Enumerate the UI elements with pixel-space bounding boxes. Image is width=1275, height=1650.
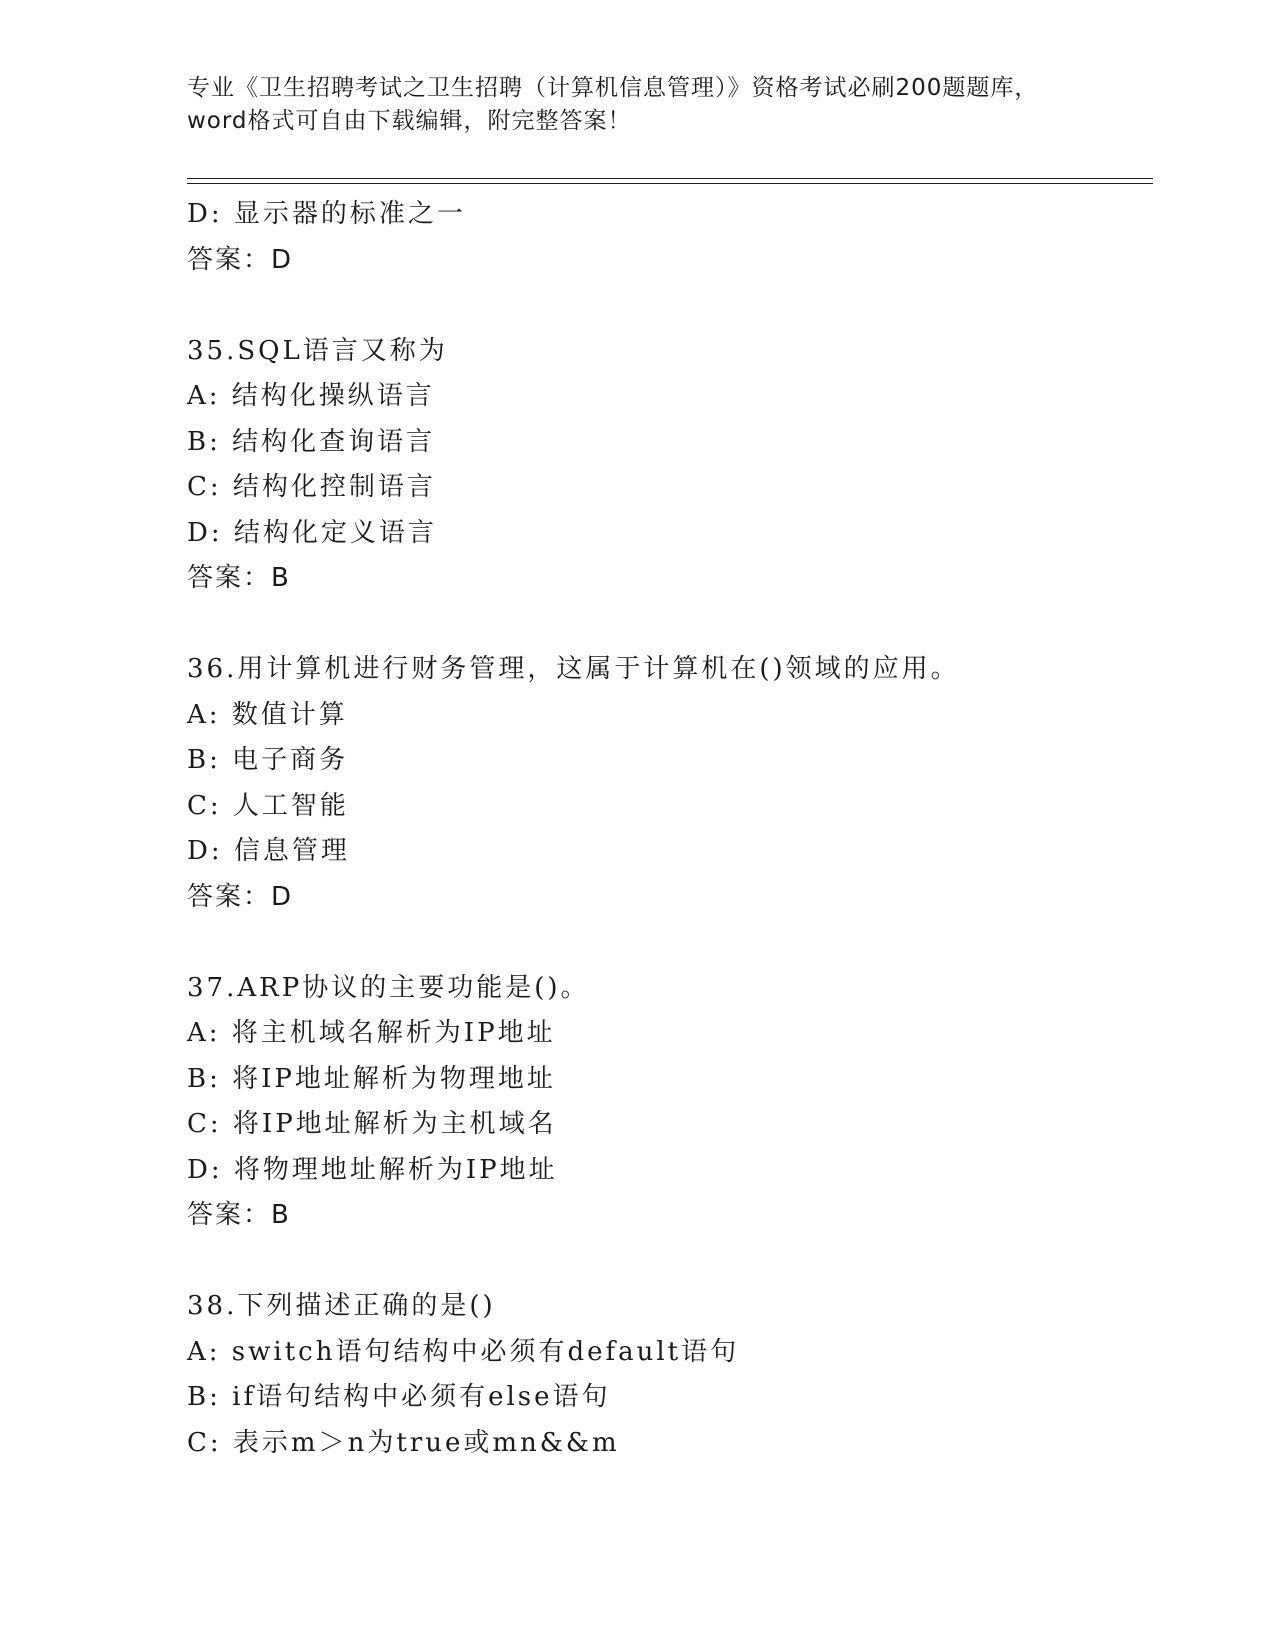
header-line-2: word格式可自由下载编辑，附完整答案！ xyxy=(187,108,632,134)
option-c: C: 人工智能 xyxy=(187,790,349,821)
document-header xyxy=(187,72,1087,138)
answer: 答案：B xyxy=(187,563,291,593)
option-a: A: 结构化操纵语言 xyxy=(187,381,435,411)
spacer xyxy=(187,602,1147,648)
question-37 xyxy=(187,966,1147,1239)
option-d-previous: D: 显示器的标准之一 xyxy=(187,199,466,229)
question-stem: 36.用计算机进行财务管理，这属于计算机在()领域的应用。 xyxy=(187,654,960,684)
question-content xyxy=(187,192,1147,1466)
answer: 答案：D xyxy=(187,881,294,912)
question-36 xyxy=(187,647,1147,920)
option-b: B: 结构化查询语言 xyxy=(187,426,436,457)
question-38 xyxy=(187,1284,1147,1466)
header-line-1: 专业《卫生招聘考试之卫生招聘（计算机信息管理）》资格考试必刷200题题库， xyxy=(187,75,1039,101)
header-divider-bottom xyxy=(187,183,1153,184)
option-a: A: 数值计算 xyxy=(187,699,348,730)
option-a: A: switch语句结构中必须有default语句 xyxy=(187,1336,740,1367)
spacer xyxy=(187,920,1147,966)
spacer xyxy=(187,1239,1147,1285)
option-c: C: 表示m＞n为true或mn&&m xyxy=(187,1427,620,1458)
answer: 答案：B xyxy=(187,1200,291,1230)
question-stem: 37.ARP协议的主要功能是()。 xyxy=(187,972,590,1003)
option-c: C: 将IP地址解析为主机域名 xyxy=(187,1109,557,1139)
option-b: B: 电子商务 xyxy=(187,745,349,775)
option-c: C: 结构化控制语言 xyxy=(187,472,436,502)
option-d: D: 信息管理 xyxy=(187,836,350,866)
option-a: A: 将主机域名解析为IP地址 xyxy=(187,1018,556,1048)
header-divider-top xyxy=(187,178,1153,179)
answer-previous: 答案：D xyxy=(187,244,294,275)
question-stem: 35.SQL语言又称为 xyxy=(187,335,448,366)
spacer xyxy=(187,283,1147,329)
option-b: B: 将IP地址解析为物理地址 xyxy=(187,1063,556,1094)
option-d: D: 将物理地址解析为IP地址 xyxy=(187,1154,558,1185)
option-b: B: if语句结构中必须有else语句 xyxy=(187,1382,611,1412)
question-35 xyxy=(187,329,1147,602)
question-stem: 38.下列描述正确的是() xyxy=(187,1291,496,1321)
option-d: D: 结构化定义语言 xyxy=(187,517,437,548)
